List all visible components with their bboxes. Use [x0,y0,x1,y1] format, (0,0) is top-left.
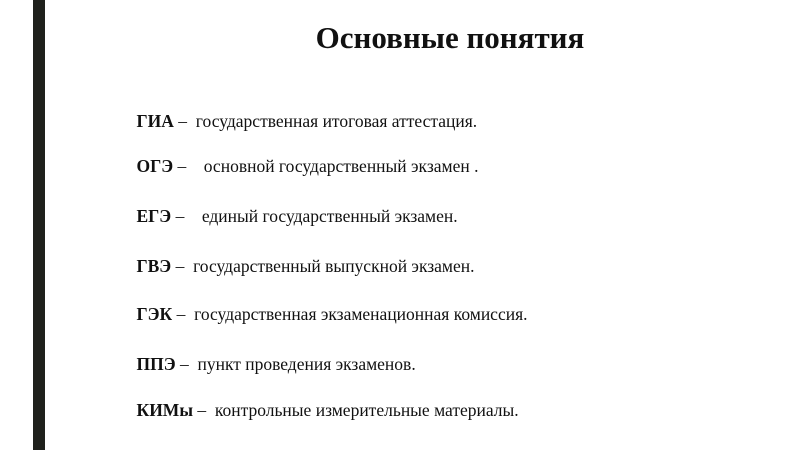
term-dash: – [173,111,196,131]
term-definition: основной государственный экзамен . [203,156,479,176]
term-dash: – [171,206,202,226]
term-definition: государственная экзаменационная комиссия. [194,304,528,324]
term-kim [119,377,519,443]
term-abbr: ГЭК [136,304,173,324]
term-definition: контрольные измерительные материалы. [214,400,519,420]
term-definition: единый государственный экзамен. [201,206,458,226]
term-dash: – [173,156,204,176]
term-definition: государственная итоговая аттестация. [195,111,478,131]
left-accent-bar [33,0,45,450]
slide-title: Основные понятия [315,20,585,55]
term-abbr: ППЭ [136,354,176,374]
term-abbr: ЕГЭ [136,206,172,226]
term-dash: – [192,400,215,420]
term-dash: – [172,304,195,324]
term-dash: – [171,256,194,276]
term-abbr: ГВЭ [136,256,172,276]
term-abbr: ГИА [136,111,174,131]
term-definition: государственный выпускной экзамен. [193,256,475,276]
term-definition: пункт проведения экзаменов. [197,354,416,374]
term-abbr: КИМы [136,400,193,420]
term-abbr: ОГЭ [136,156,174,176]
term-dash: – [175,354,198,374]
